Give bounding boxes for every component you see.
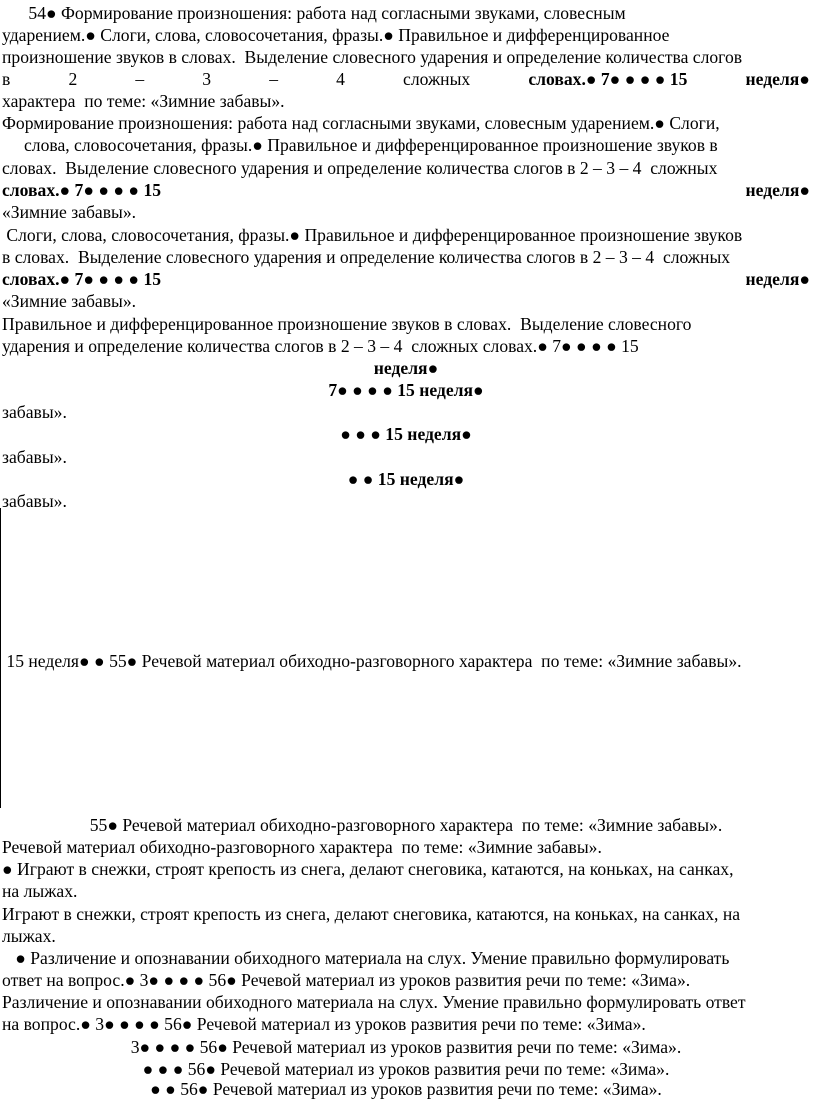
week-line: ● ● 15 неделя● bbox=[347, 469, 465, 489]
doc-line: слова, словосочетания, фразы.● Правильное и дифференцированное произношение звуков в bbox=[2, 135, 718, 155]
doc-line: Слоги, слова, словосочетания, фразы.● Правильное и дифференцированное произношение звуков bbox=[2, 225, 743, 245]
week-line: неделя● bbox=[373, 358, 439, 378]
doc-line: Формирование произношения: работа над согласными звуками, словесным ударением.● Слоги, bbox=[2, 113, 720, 133]
doc-line: забавы». bbox=[2, 447, 67, 467]
week-line: ● ● ● 15 неделя● bbox=[340, 424, 472, 444]
doc-line: «Зимние забавы». bbox=[2, 202, 137, 222]
doc-line: характера по теме: «Зимние забавы». bbox=[2, 91, 285, 111]
doc-line: Правильное и дифференцированное произношение звуков в словах. Выделение словесного bbox=[2, 314, 692, 334]
word: в bbox=[2, 69, 11, 89]
doc-line: ● Различение и опознавании обиходного материала на слух. Умение правильно формулировать bbox=[2, 948, 730, 968]
word: словах.● 7● ● ● ● 15 bbox=[2, 180, 162, 200]
left-margin-rule bbox=[0, 508, 1, 808]
doc-line: забавы». bbox=[2, 402, 67, 422]
doc-line: 3● ● ● ● 56● Речевой материал из уроков развития речи по теме: «Зима». bbox=[130, 1037, 682, 1057]
doc-line: ● ● ● 56● Речевой материал из уроков развития речи по теме: «Зима». bbox=[142, 1059, 670, 1079]
word: – bbox=[135, 69, 145, 89]
word: 3 bbox=[202, 69, 212, 89]
doc-line: Играют в снежки, строят крепость из снега, делают снеговика, катаются, на коньках, на санках, на bbox=[2, 904, 741, 924]
doc-line: Различение и опознавании обиходного материала на слух. Умение правильно формулировать ответ bbox=[2, 992, 746, 1012]
doc-line: 54● Формирование произношения: работа над согласными звуками, словесным bbox=[2, 3, 626, 23]
week-label: неделя● bbox=[745, 69, 810, 89]
word: словах.● 7● ● ● ● 15 bbox=[528, 69, 688, 89]
doc-line: 15 неделя● ● 55● Речевой материал обиходно-разговорного характера по теме: «Зимние забавы». bbox=[2, 651, 742, 671]
week-label: неделя● bbox=[745, 180, 810, 200]
doc-line: словах. Выделение словесного ударения и определение количества слогов в 2 – 3 – 4 сложных bbox=[2, 158, 718, 178]
word: сложных bbox=[403, 69, 471, 89]
doc-line: ударением.● Слоги, слова, словосочетания, фразы.● Правильное и дифференцированное bbox=[2, 25, 670, 45]
doc-line: ударения и определение количества слогов в 2 – 3 – 4 сложных словах.● 7● ● ● ● 15 bbox=[2, 336, 639, 356]
word: – bbox=[269, 69, 278, 89]
week-line: 7● ● ● ● 15 неделя● bbox=[328, 380, 484, 400]
doc-line: ● ● 56● Речевой материал из уроков развития речи по теме: «Зима». bbox=[150, 1079, 662, 1099]
doc-line: ответ на вопрос.● 3● ● ● ● 56● Речевой материал из уроков развития речи по теме: «Зима». bbox=[2, 970, 691, 990]
doc-line-justified bbox=[2, 268, 810, 290]
doc-line-justified bbox=[2, 179, 810, 201]
word: 4 bbox=[336, 69, 345, 89]
doc-line: произношение звуков в словах. Выделение словесного ударения и определение количества слогов bbox=[2, 47, 743, 67]
doc-line: на лыжах. bbox=[2, 881, 78, 901]
doc-line: в словах. Выделение словесного ударения и определение количества слогов в 2 – 3 – 4 сложных bbox=[2, 247, 731, 267]
doc-line-justified bbox=[2, 68, 810, 90]
doc-line: забавы». bbox=[2, 491, 67, 511]
doc-line: Речевой материал обиходно-разговорного характера по теме: «Зимние забавы». bbox=[2, 837, 602, 857]
word: 2 bbox=[68, 69, 78, 89]
doc-line: 55● Речевой материал обиходно-разговорного характера по теме: «Зимние забавы». bbox=[89, 815, 723, 835]
doc-line: ● Играют в снежки, строят крепость из снега, делают снеговика, катаются, на коньках, на санках, bbox=[2, 859, 734, 879]
word: словах.● 7● ● ● ● 15 bbox=[2, 269, 162, 289]
doc-line: «Зимние забавы». bbox=[2, 291, 137, 311]
doc-line: лыжах. bbox=[2, 926, 56, 946]
week-label: неделя● bbox=[745, 269, 810, 289]
doc-line: на вопрос.● 3● ● ● ● 56● Речевой материал из уроков развития речи по теме: «Зима». bbox=[2, 1014, 646, 1034]
